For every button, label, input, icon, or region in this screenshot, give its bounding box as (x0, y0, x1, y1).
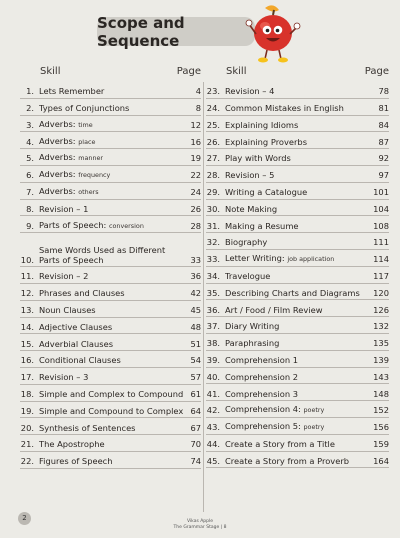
toc-page: 61 (190, 389, 201, 400)
toc-title (39, 372, 187, 382)
toc-page: 111 (373, 237, 389, 248)
toc-title-main: Revision – 5 (225, 170, 275, 181)
toc-page: 42 (190, 288, 201, 299)
toc-title (39, 322, 187, 332)
toc-number: 24. (206, 103, 220, 114)
toc-row (20, 82, 201, 99)
toc-row (20, 418, 201, 435)
toc-page: 84 (378, 119, 389, 130)
toc-page: 19 (190, 153, 201, 164)
toc-number: 39. (206, 355, 220, 366)
toc-row (20, 116, 201, 133)
toc-title-sub: conversion (108, 221, 144, 230)
toc-number: 26. (206, 136, 220, 147)
toc-title (225, 271, 373, 281)
toc-title-main: Revision – 3 (39, 372, 89, 383)
toc-row (20, 334, 201, 351)
toc-title-sub: frequency (78, 171, 111, 180)
toc-title (39, 389, 187, 399)
toc-title-main: Create a Story from a Proverb (225, 455, 350, 466)
toc-number: 45. (206, 455, 220, 466)
toc-title-main: Parts of Speech: (39, 219, 107, 230)
toc-page: 51 (190, 338, 201, 349)
toc-title (225, 137, 375, 147)
toc-title-main: Adverbs: (39, 152, 76, 163)
toc-title-main: Noun Clauses (39, 305, 96, 316)
toc-title-main: Conditional Clauses (39, 355, 121, 366)
toc-page: 143 (373, 371, 389, 382)
toc-number: 23. (206, 86, 220, 97)
toc-title-main: Explaining Idioms (225, 119, 299, 130)
toc-row (206, 132, 389, 149)
toc-title (225, 170, 375, 180)
toc-title-main: Art / Food / Film Review (225, 304, 323, 315)
toc-title (39, 355, 187, 365)
toc-row (20, 301, 201, 318)
toc-title-main: Writing a Catalogue (225, 187, 308, 198)
toc-number: 38. (206, 338, 220, 349)
page-label: Page (176, 66, 201, 77)
toc-title (39, 204, 187, 214)
toc-row (20, 351, 201, 368)
toc-title-main: Comprehension 5: (225, 421, 301, 432)
toc-page: 117 (373, 271, 389, 282)
toc-number: 43. (206, 422, 220, 433)
toc-row (206, 82, 389, 99)
toc-row (206, 200, 389, 217)
toc-title-sub: place (78, 137, 96, 146)
toc-page: 4 (195, 86, 201, 97)
toc-page: 114 (373, 254, 389, 265)
toc-number: 28. (206, 170, 220, 181)
toc-row (20, 149, 201, 166)
toc-title-main: Travelogue (225, 271, 271, 282)
toc-title-sub: manner (78, 154, 104, 163)
toc-title-main: Adverbs: (39, 169, 76, 180)
toc-row (206, 216, 389, 233)
toc-title-main: Comprehension 2 (225, 371, 299, 382)
left-column (20, 66, 201, 469)
toc-title (225, 120, 375, 130)
toc-row (206, 384, 389, 401)
toc-page: 132 (373, 321, 389, 332)
toc-title (225, 103, 375, 113)
toc-page: 152 (373, 405, 389, 416)
right-rows (206, 82, 389, 468)
toc-number: 1. (26, 86, 34, 97)
toc-page: 104 (373, 203, 389, 214)
toc-page: 22 (190, 170, 201, 181)
toc-title-main: Describing Charts and Diagrams (225, 287, 360, 298)
toc-title-main: Phrases and Clauses (39, 288, 125, 299)
toc-row (20, 368, 201, 385)
toc-number: 30. (206, 203, 220, 214)
toc-title-main: Types of Conjunctions (39, 103, 130, 114)
toc-number: 41. (206, 388, 220, 399)
toc-number: 16. (20, 355, 34, 366)
toc-page: 64 (190, 405, 201, 416)
toc-title (225, 86, 375, 96)
toc-number: 22. (20, 456, 34, 467)
footer (0, 519, 400, 531)
toc-page: 87 (378, 136, 389, 147)
toc-title-sub: poetry (303, 423, 325, 432)
toc-row (206, 368, 389, 385)
toc-title-main: The Apostrophe (39, 439, 105, 450)
toc-title-sub: job application (287, 255, 335, 264)
toc-title-main: Letter Writing: (225, 253, 285, 264)
toc-title-main: Adjective Clauses (39, 321, 113, 332)
toc-title (225, 321, 373, 331)
column-divider (203, 82, 204, 512)
toc-page: 148 (373, 388, 389, 399)
toc-number: 21. (20, 439, 34, 450)
toc-number: 12. (20, 288, 34, 299)
toc-title (225, 404, 373, 415)
toc-number: 6. (26, 170, 34, 181)
toc-title-main: Create a Story from a Title (225, 439, 335, 450)
skill-label: Skill (226, 66, 247, 77)
toc-page: 164 (373, 455, 389, 466)
page-label: Page (364, 66, 389, 77)
toc-row (206, 99, 389, 116)
toc-title (225, 253, 373, 264)
toc-number: 35. (206, 287, 220, 298)
toc-page: 67 (190, 422, 201, 433)
toc-title-main: Explaining Proverbs (225, 136, 308, 147)
toc-page: 48 (190, 321, 201, 332)
toc-number: 27. (206, 153, 220, 164)
toc-title (225, 372, 373, 382)
toc-title (225, 439, 373, 449)
toc-title (39, 169, 187, 180)
toc-title (39, 406, 187, 416)
toc-title (39, 456, 187, 466)
toc-number: 5. (26, 153, 34, 164)
toc-row (20, 267, 201, 284)
toc-title-main: Paraphrasing (225, 338, 280, 349)
toc-title-main: Lets Remember (39, 86, 105, 97)
toc-number: 32. (206, 237, 220, 248)
toc-title-main: Simple and Compound to Complex (39, 405, 184, 416)
toc-title (225, 355, 373, 365)
toc-title-main: Making a Resume (225, 220, 299, 231)
toc-number: 29. (206, 187, 220, 198)
toc-row (206, 418, 389, 435)
toc-row (20, 318, 201, 335)
toc-title-main: Same Words Used as Different Parts of Speech (39, 244, 166, 265)
toc-row (20, 435, 201, 452)
toc-page: 92 (378, 153, 389, 164)
toc-row (20, 233, 201, 267)
toc-number: 18. (20, 389, 34, 400)
toc-title (225, 153, 375, 163)
toc-title-main: Comprehension 1 (225, 355, 299, 366)
toc-title (39, 86, 187, 96)
toc-title-main: Adverbial Clauses (39, 338, 114, 349)
toc-row (206, 401, 389, 418)
toc-title-main: Adverbs: (39, 135, 76, 146)
toc-row (20, 216, 201, 233)
toc-title (39, 271, 187, 281)
toc-page: 28 (190, 220, 201, 231)
toc-row (206, 351, 389, 368)
toc-title-main: Revision – 1 (39, 203, 89, 214)
toc-page: 26 (190, 203, 201, 214)
toc-title (225, 204, 373, 214)
toc-row (206, 435, 389, 452)
toc-title-main: Common Mistakes in English (225, 103, 344, 114)
toc-page: 36 (190, 271, 201, 282)
toc-row (20, 183, 201, 200)
toc-row (206, 334, 389, 351)
toc-number: 42. (206, 405, 220, 416)
toc-row (206, 267, 389, 284)
toc-number: 14. (20, 321, 34, 332)
toc-row (206, 116, 389, 133)
toc-page: 12 (190, 119, 201, 130)
toc-page: 33 (190, 254, 201, 265)
toc-number: 13. (20, 305, 34, 316)
toc-title (39, 152, 187, 163)
toc-title (39, 423, 187, 433)
toc-row (20, 402, 201, 419)
toc-row (206, 317, 389, 334)
toc-number: 36. (206, 304, 220, 315)
toc-page: 156 (373, 422, 389, 433)
toc-row (20, 284, 201, 301)
toc-row (20, 200, 201, 217)
toc-row (206, 149, 389, 166)
toc-row (20, 452, 201, 469)
toc-page: 57 (190, 372, 201, 383)
toc-title-sub: poetry (303, 406, 325, 415)
toc-page: 16 (190, 136, 201, 147)
column-header (20, 66, 201, 82)
toc-number: 19. (20, 405, 34, 416)
toc-row (206, 233, 389, 250)
toc-title (39, 245, 187, 265)
toc-title-main: Figures of Speech (39, 456, 113, 467)
toc-row (20, 99, 201, 116)
column-header (206, 66, 389, 82)
toc-page: 97 (378, 170, 389, 181)
toc-title (225, 456, 373, 466)
toc-title (39, 288, 187, 298)
toc-number: 20. (20, 422, 34, 433)
toc-row (20, 132, 201, 149)
toc-number: 2. (26, 103, 34, 114)
toc-number: 3. (26, 119, 34, 130)
toc-page: 74 (190, 456, 201, 467)
skill-label: Skill (40, 66, 61, 77)
toc-number: 33. (206, 254, 220, 265)
toc-row (206, 300, 389, 317)
toc-title-main: Note Making (225, 203, 278, 214)
toc-page: 126 (373, 304, 389, 315)
toc-title (39, 119, 187, 130)
toc-title-sub: time (78, 120, 93, 129)
toc-page: 8 (195, 103, 201, 114)
toc-title (225, 187, 373, 197)
page-number: 2 (18, 512, 31, 525)
toc-number: 17. (20, 372, 34, 383)
toc-row (206, 166, 389, 183)
toc-title-main: Comprehension 3 (225, 388, 299, 399)
toc-page: 24 (190, 187, 201, 198)
toc-number: 44. (206, 439, 220, 450)
toc-title (225, 389, 373, 399)
toc-title (39, 186, 187, 197)
toc-title (39, 103, 187, 113)
toc-title (225, 288, 373, 298)
toc-number: 31. (206, 220, 220, 231)
toc-page: 120 (373, 287, 389, 298)
toc-number: 10. (20, 254, 34, 265)
toc-title (225, 221, 373, 231)
toc-title (39, 339, 187, 349)
toc-title-main: Synthesis of Sentences (39, 422, 136, 433)
toc-title-main: Diary Writing (225, 321, 280, 332)
toc-number: 11. (20, 271, 34, 282)
toc-page: 81 (378, 103, 389, 114)
toc-row (206, 284, 389, 301)
toc-page: 101 (373, 187, 389, 198)
toc-page: 45 (190, 305, 201, 316)
toc-number: 34. (206, 271, 220, 282)
toc-title-main: Play with Words (225, 153, 291, 164)
toc-number: 8. (26, 203, 34, 214)
toc-title-main: Adverbs: (39, 186, 76, 197)
toc-number: 4. (26, 136, 34, 147)
toc-title (39, 439, 187, 449)
toc-page: 78 (378, 86, 389, 97)
toc-number: 7. (26, 187, 34, 198)
toc-page: 159 (373, 439, 389, 450)
toc-title-main: Comprehension 4: (225, 404, 301, 415)
toc-page: 70 (190, 439, 201, 450)
toc-title-sub: others (78, 188, 99, 197)
toc-title-main: Revision – 2 (39, 271, 89, 282)
toc-row (206, 183, 389, 200)
toc-row (206, 250, 389, 267)
page-title: Scope and Sequence (97, 17, 255, 46)
toc-number: 15. (20, 338, 34, 349)
toc-title-main: Adverbs: (39, 118, 76, 129)
toc-number: 37. (206, 321, 220, 332)
toc-page: 135 (373, 338, 389, 349)
apple-mascot-icon (243, 2, 303, 64)
toc-page: 54 (190, 355, 201, 366)
toc-row (206, 452, 389, 469)
toc-number: 9. (26, 220, 34, 231)
toc-number: 40. (206, 371, 220, 382)
toc-title-main: Biography (225, 237, 268, 248)
toc-title (39, 136, 187, 147)
toc-title (39, 220, 187, 231)
toc-title-main: Simple and Complex to Compound (39, 389, 184, 400)
toc-title (39, 305, 187, 315)
toc-title (225, 305, 373, 315)
toc-title (225, 421, 373, 432)
footer-line-1: Vikas Apple (186, 519, 214, 524)
left-rows (20, 82, 201, 469)
toc-title (225, 237, 373, 247)
toc-row (20, 385, 201, 402)
toc-number: 25. (206, 119, 220, 130)
toc-title (225, 338, 373, 348)
toc-page: 108 (373, 220, 389, 231)
toc-page: 139 (373, 355, 389, 366)
right-column (206, 66, 389, 468)
toc-row (20, 166, 201, 183)
footer-line-2: The Grammar Stage | 8 (173, 525, 227, 530)
toc-title-main: Revision – 4 (225, 86, 275, 97)
